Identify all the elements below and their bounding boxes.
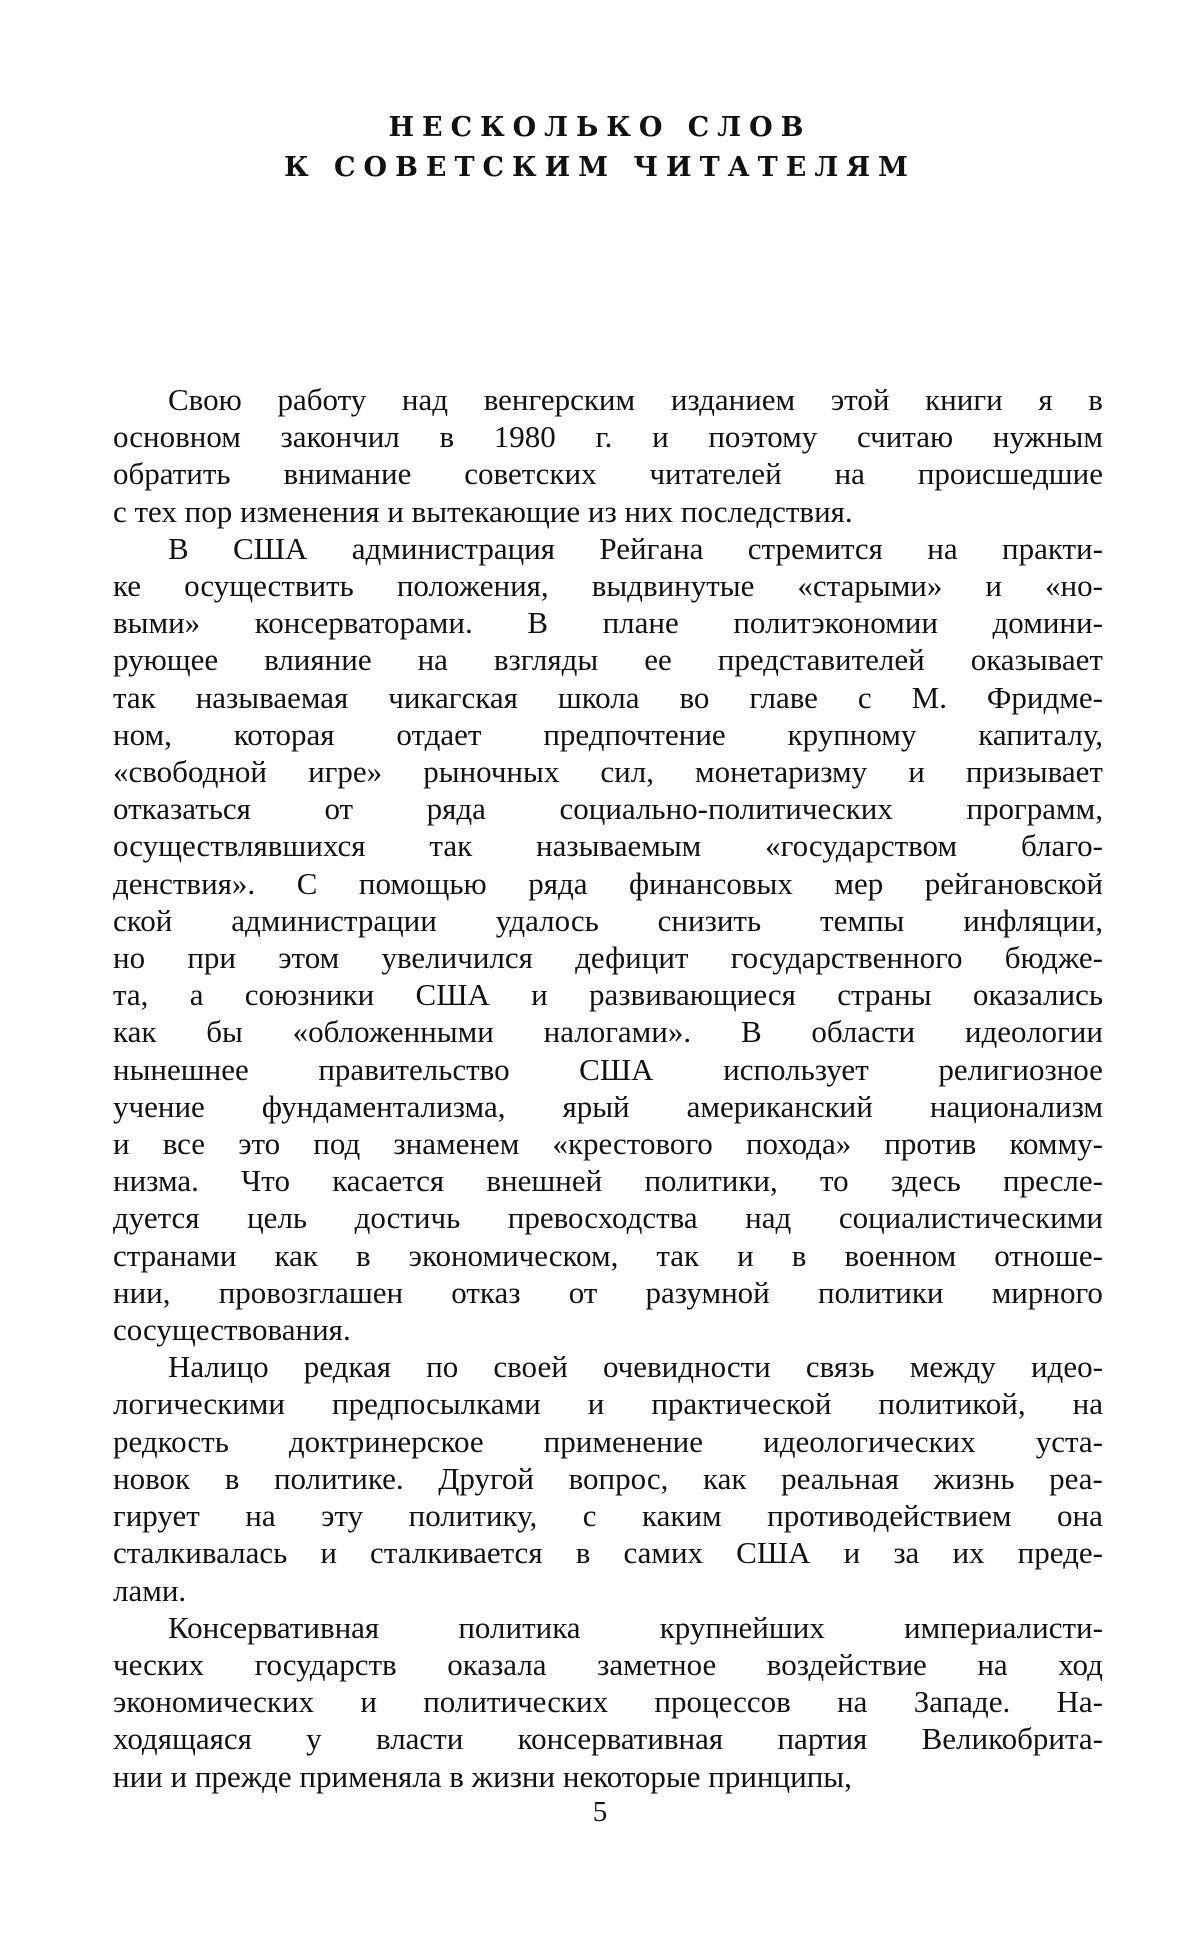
text-line: сосуществования.	[113, 1312, 351, 1348]
text-line: нии, провозглашен отказ от разумной политики мирного	[113, 1274, 1103, 1310]
body-text	[113, 381, 1103, 1795]
text-line: но при этом увеличился дефицит государственного бюдже-	[113, 940, 1103, 976]
text-line: денствия». С помощью ряда финансовых мер рейгановской	[113, 865, 1103, 901]
text-line: лами.	[113, 1572, 187, 1608]
text-line: обратить внимание советских читателей на происшедшие	[113, 456, 1103, 492]
text-line: нии и прежде применяла в жизни некоторые принципы,	[113, 1758, 852, 1794]
text-line: низма. Что касается внешней политики, то здесь пресле-	[113, 1163, 1103, 1199]
text-line: странами как в экономическом, так и в военном отноше-	[113, 1237, 1103, 1273]
text-line: учение фундаментализма, ярый американский национализм	[113, 1088, 1103, 1124]
text-line: с тех пор изменения и вытекающие из них последствия.	[113, 493, 853, 529]
page-number: 5	[592, 1796, 608, 1828]
text-line: ской администрации удалось снизить темпы инфляции,	[113, 902, 1103, 938]
text-line: Свою работу над венгерским изданием этой книги я в	[168, 382, 1103, 417]
text-line: отказаться от ряда социально-политических программ,	[113, 791, 1103, 827]
chapter-title	[0, 108, 1200, 188]
text-line: та, а союзники США и развивающиеся страны оказались	[113, 977, 1103, 1013]
text-line: редкость доктринерское применение идеологических уста-	[113, 1423, 1103, 1459]
text-line: ке осуществить положения, выдвинутые «старыми» и «но-	[113, 568, 1103, 604]
text-line: выми» консерваторами. В плане политэкономии домини-	[113, 605, 1103, 641]
text-line: «свободной игре» рыночных сил, монетаризму и призывает	[113, 754, 1103, 790]
text-line: ном, которая отдает предпочтение крупному капиталу,	[113, 716, 1103, 752]
text-line: как бы «обложенными налогами». В области идеологии	[113, 1014, 1103, 1050]
text-line: и все это под знаменем «крестового похода» против комму-	[113, 1126, 1103, 1162]
text-line: ходящаяся у власти консервативная партия Великобрита-	[113, 1721, 1103, 1757]
text-line: новок в политике. Другой вопрос, как реальная жизнь реа-	[113, 1460, 1103, 1496]
text-line: логическими предпосылками и практической политикой, на	[113, 1386, 1103, 1422]
paragraph	[113, 381, 1103, 530]
text-line: гирует на эту политику, с каким противодействием она	[113, 1498, 1103, 1534]
paragraph	[113, 1348, 1103, 1608]
text-line: В США администрация Рейгана стремится на практи-	[168, 530, 1103, 566]
text-line: сталкивалась и сталкивается в самих США и за их преде-	[113, 1535, 1103, 1571]
text-line: основном закончил в 1980 г. и поэтому считаю нужным	[113, 419, 1103, 455]
text-line: Налицо редкая по своей очевидности связь между идео-	[168, 1349, 1103, 1385]
paragraph	[113, 530, 1103, 1348]
text-line: рующее влияние на взгляды ее представителей оказывает	[113, 642, 1103, 678]
paragraph	[113, 1609, 1103, 1795]
text-line: осуществлявшихся так называемым «государством благо-	[113, 828, 1103, 864]
text-line: нынешнее правительство США использует религиозное	[113, 1051, 1103, 1087]
text-line: Консервативная политика крупнейших империалисти-	[168, 1609, 1103, 1645]
chapter-title-line-2: К СОВЕТСКИМ ЧИТАТЕЛЯМ	[284, 152, 916, 183]
text-line: экономических и политических процессов на Западе. На-	[113, 1684, 1103, 1720]
chapter-title-line-1: НЕСКОЛЬКО СЛОВ	[388, 112, 812, 143]
text-line: так называемая чикагская школа во главе с М. Фридме-	[113, 679, 1103, 715]
text-line: дуется цель достичь превосходства над социалистическими	[113, 1200, 1103, 1236]
text-line: ческих государств оказала заметное воздействие на ход	[113, 1646, 1103, 1682]
